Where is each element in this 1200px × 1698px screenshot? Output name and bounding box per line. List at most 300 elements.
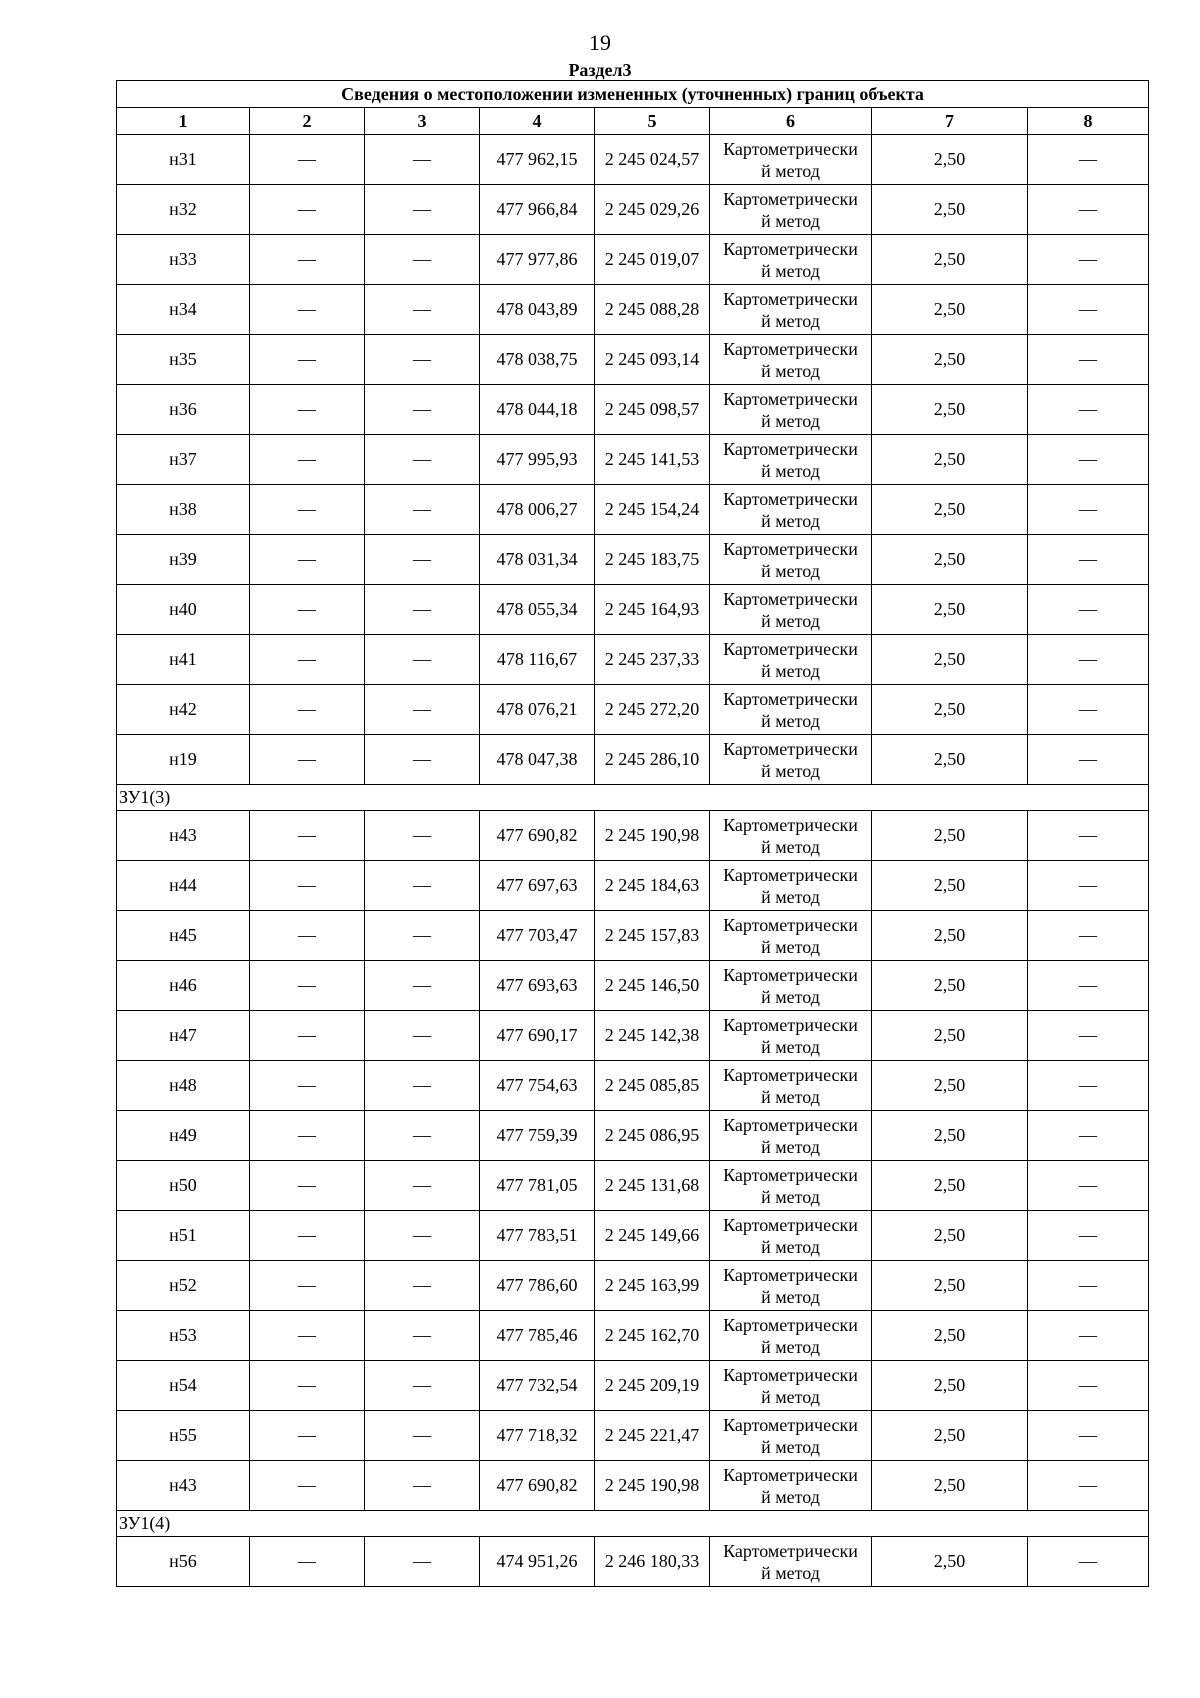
method-text-line: Картометрически [723,688,858,709]
method-cell [710,635,872,685]
col-3-cell: — [365,1311,480,1361]
col-2-cell: — [250,585,365,635]
point-number-cell: н43 [117,811,250,861]
method-text-line: й метод [761,210,820,231]
method-cell [710,1461,872,1511]
column-header: 5 [595,108,710,135]
col-8-cell: — [1028,585,1149,635]
method-text-line: Картометрически [723,1214,858,1235]
col-3-cell: — [365,385,480,435]
table-row [117,285,1149,335]
col-8-cell: — [1028,235,1149,285]
y-coordinate-cell: 2 245 093,14 [595,335,710,385]
accuracy-cell: 2,50 [872,235,1028,285]
y-coordinate-cell: 2 245 149,66 [595,1211,710,1261]
col-3-cell: — [365,1111,480,1161]
col-8-cell: — [1028,1537,1149,1587]
point-number-cell: н19 [117,735,250,785]
method-text-line: й метод [761,360,820,381]
col-2-cell: — [250,185,365,235]
x-coordinate-cell: 477 718,32 [480,1411,595,1461]
col-2-cell: — [250,435,365,485]
method-text-line: Картометрически [723,1464,858,1485]
page-number: 19 [589,30,611,55]
table-caption: Сведения о местоположении измененных (уточненных) границ объекта [117,81,1149,108]
method-text-line: Картометрически [723,738,858,759]
col-3-cell: — [365,735,480,785]
y-coordinate-cell: 2 245 146,50 [595,961,710,1011]
point-number-cell: н53 [117,1311,250,1361]
col-3-cell: — [365,911,480,961]
method-text-line: й метод [761,1236,820,1257]
method-cell [710,135,872,185]
table-row [117,1361,1149,1411]
x-coordinate-cell: 477 759,39 [480,1111,595,1161]
method-cell [710,811,872,861]
column-header: 4 [480,108,595,135]
x-coordinate-cell: 478 043,89 [480,285,595,335]
y-coordinate-cell: 2 245 286,10 [595,735,710,785]
point-number-cell: н36 [117,385,250,435]
method-text-line: й метод [761,610,820,631]
method-text-line: й метод [761,710,820,731]
method-text-line: Картометрически [723,1364,858,1385]
x-coordinate-cell: 477 690,82 [480,811,595,861]
col-2-cell: — [250,385,365,435]
col-3-cell: — [365,635,480,685]
method-text-line: Картометрически [723,438,858,459]
accuracy-cell: 2,50 [872,811,1028,861]
column-header: 2 [250,108,365,135]
col-3-cell: — [365,1361,480,1411]
column-header-row [117,108,1149,135]
table-row [117,1261,1149,1311]
col-8-cell: — [1028,435,1149,485]
col-8-cell: — [1028,1411,1149,1461]
method-cell [710,1111,872,1161]
method-cell [710,911,872,961]
y-coordinate-cell: 2 245 142,38 [595,1011,710,1061]
col-2-cell: — [250,1411,365,1461]
col-8-cell: — [1028,385,1149,435]
method-text-line: й метод [761,310,820,331]
col-8-cell: — [1028,861,1149,911]
accuracy-cell: 2,50 [872,285,1028,335]
column-header: 6 [710,108,872,135]
method-text-line: Картометрически [723,864,858,885]
method-cell [710,1537,872,1587]
method-cell [710,585,872,635]
method-text-line: й метод [761,1136,820,1157]
col-3-cell: — [365,335,480,385]
table-row [117,185,1149,235]
accuracy-cell: 2,50 [872,1537,1028,1587]
method-text-line: й метод [761,1436,820,1457]
method-text-line: й метод [761,936,820,957]
col-8-cell: — [1028,735,1149,785]
y-coordinate-cell: 2 245 272,20 [595,685,710,735]
accuracy-cell: 2,50 [872,385,1028,435]
accuracy-cell: 2,50 [872,585,1028,635]
y-coordinate-cell: 2 245 164,93 [595,585,710,635]
col-8-cell: — [1028,335,1149,385]
method-text-line: Картометрически [723,1540,858,1561]
point-number-cell: н49 [117,1111,250,1161]
method-cell [710,1011,872,1061]
accuracy-cell: 2,50 [872,1461,1028,1511]
col-3-cell: — [365,1061,480,1111]
table-row [117,1161,1149,1211]
accuracy-cell: 2,50 [872,1011,1028,1061]
method-text-line: й метод [761,836,820,857]
accuracy-cell: 2,50 [872,1311,1028,1361]
table-body [117,81,1149,1587]
method-cell [710,685,872,735]
col-8-cell: — [1028,1361,1149,1411]
col-8-cell: — [1028,685,1149,735]
col-2-cell: — [250,911,365,961]
group-row [117,1511,1149,1537]
col-2-cell: — [250,1261,365,1311]
x-coordinate-cell: 478 038,75 [480,335,595,385]
method-text-line: Картометрически [723,638,858,659]
col-3-cell: — [365,535,480,585]
x-coordinate-cell: 477 690,17 [480,1011,595,1061]
x-coordinate-cell: 478 006,27 [480,485,595,535]
point-number-cell: н47 [117,1011,250,1061]
table-row [117,585,1149,635]
col-8-cell: — [1028,285,1149,335]
table-row [117,1011,1149,1061]
method-text-line: й метод [761,460,820,481]
x-coordinate-cell: 477 785,46 [480,1311,595,1361]
accuracy-cell: 2,50 [872,1061,1028,1111]
accuracy-cell: 2,50 [872,535,1028,585]
point-number-cell: н34 [117,285,250,335]
y-coordinate-cell: 2 245 154,24 [595,485,710,535]
method-cell [710,235,872,285]
accuracy-cell: 2,50 [872,135,1028,185]
method-text-line: Картометрически [723,188,858,209]
method-text-line: Картометрически [723,1314,858,1335]
column-header: 7 [872,108,1028,135]
accuracy-cell: 2,50 [872,1161,1028,1211]
col-2-cell: — [250,685,365,735]
col-3-cell: — [365,485,480,535]
method-text-line: Картометрически [723,1414,858,1435]
col-2-cell: — [250,1111,365,1161]
method-text-line: Картометрически [723,964,858,985]
accuracy-cell: 2,50 [872,485,1028,535]
col-8-cell: — [1028,1061,1149,1111]
point-number-cell: н46 [117,961,250,1011]
y-coordinate-cell: 2 245 221,47 [595,1411,710,1461]
table-row [117,735,1149,785]
method-text-line: й метод [761,886,820,907]
x-coordinate-cell: 477 693,63 [480,961,595,1011]
col-2-cell: — [250,1311,365,1361]
table-row [117,435,1149,485]
col-3-cell: — [365,1461,480,1511]
col-3-cell: — [365,961,480,1011]
x-coordinate-cell: 477 995,93 [480,435,595,485]
y-coordinate-cell: 2 245 190,98 [595,811,710,861]
group-label: ЗУ1(4) [117,1511,1149,1537]
y-coordinate-cell: 2 245 086,95 [595,1111,710,1161]
x-coordinate-cell: 477 732,54 [480,1361,595,1411]
method-cell [710,735,872,785]
accuracy-cell: 2,50 [872,1211,1028,1261]
section-title: Раздел3 [568,60,632,80]
point-number-cell: н55 [117,1411,250,1461]
col-2-cell: — [250,735,365,785]
method-cell [710,1161,872,1211]
col-8-cell: — [1028,1461,1149,1511]
col-8-cell: — [1028,635,1149,685]
x-coordinate-cell: 477 966,84 [480,185,595,235]
method-text-line: й метод [761,510,820,531]
point-number-cell: н37 [117,435,250,485]
table-row [117,1537,1149,1587]
method-cell [710,335,872,385]
col-2-cell: — [250,485,365,535]
point-number-cell: н45 [117,911,250,961]
col-3-cell: — [365,811,480,861]
method-text-line: Картометрически [723,814,858,835]
method-text-line: Картометрически [723,238,858,259]
method-cell [710,961,872,1011]
y-coordinate-cell: 2 245 141,53 [595,435,710,485]
col-2-cell: — [250,811,365,861]
method-cell [710,435,872,485]
method-text-line: Картометрически [723,1014,858,1035]
method-cell [710,1211,872,1261]
col-3-cell: — [365,135,480,185]
table-row [117,535,1149,585]
x-coordinate-cell: 477 977,86 [480,235,595,285]
x-coordinate-cell: 474 951,26 [480,1537,595,1587]
x-coordinate-cell: 478 047,38 [480,735,595,785]
method-cell [710,385,872,435]
point-number-cell: н38 [117,485,250,535]
table-row [117,135,1149,185]
method-text-line: й метод [761,1036,820,1057]
col-2-cell: — [250,1011,365,1061]
x-coordinate-cell: 478 055,34 [480,585,595,635]
col-8-cell: — [1028,911,1149,961]
method-text-line: й метод [761,1486,820,1507]
col-8-cell: — [1028,1261,1149,1311]
col-3-cell: — [365,1261,480,1311]
point-number-cell: н44 [117,861,250,911]
point-number-cell: н48 [117,1061,250,1111]
method-text-line: Картометрически [723,538,858,559]
col-8-cell: — [1028,185,1149,235]
x-coordinate-cell: 477 690,82 [480,1461,595,1511]
point-number-cell: н39 [117,535,250,585]
method-text-line: й метод [761,1562,820,1583]
x-coordinate-cell: 477 962,15 [480,135,595,185]
col-2-cell: — [250,135,365,185]
method-cell [710,861,872,911]
accuracy-cell: 2,50 [872,961,1028,1011]
column-header: 3 [365,108,480,135]
col-2-cell: — [250,335,365,385]
point-number-cell: н54 [117,1361,250,1411]
method-text-line: й метод [761,1336,820,1357]
y-coordinate-cell: 2 245 098,57 [595,385,710,435]
col-2-cell: — [250,535,365,585]
method-cell [710,1061,872,1111]
method-text-line: Картометрически [723,338,858,359]
table-row [117,235,1149,285]
accuracy-cell: 2,50 [872,185,1028,235]
method-text-line: й метод [761,760,820,781]
table-row [117,811,1149,861]
x-coordinate-cell: 477 781,05 [480,1161,595,1211]
method-text-line: й метод [761,1086,820,1107]
y-coordinate-cell: 2 245 085,85 [595,1061,710,1111]
col-8-cell: — [1028,1161,1149,1211]
col-3-cell: — [365,685,480,735]
y-coordinate-cell: 2 245 190,98 [595,1461,710,1511]
table-caption-row [117,81,1149,108]
col-3-cell: — [365,585,480,635]
y-coordinate-cell: 2 245 184,63 [595,861,710,911]
method-text-line: Картометрически [723,1264,858,1285]
col-8-cell: — [1028,961,1149,1011]
method-cell [710,1261,872,1311]
group-row [117,785,1149,811]
method-text-line: Картометрически [723,914,858,935]
method-text-line: й метод [761,260,820,281]
table-row [117,961,1149,1011]
table-row [117,635,1149,685]
col-3-cell: — [365,435,480,485]
y-coordinate-cell: 2 245 024,57 [595,135,710,185]
table-row [117,1311,1149,1361]
col-2-cell: — [250,285,365,335]
point-number-cell: н41 [117,635,250,685]
method-text-line: й метод [761,986,820,1007]
col-2-cell: — [250,235,365,285]
method-cell [710,185,872,235]
col-8-cell: — [1028,1211,1149,1261]
method-text-line: Картометрически [723,488,858,509]
y-coordinate-cell: 2 245 163,99 [595,1261,710,1311]
accuracy-cell: 2,50 [872,1361,1028,1411]
x-coordinate-cell: 477 783,51 [480,1211,595,1261]
table-row [117,1411,1149,1461]
point-number-cell: н33 [117,235,250,285]
x-coordinate-cell: 477 754,63 [480,1061,595,1111]
col-3-cell: — [365,1411,480,1461]
col-3-cell: — [365,285,480,335]
col-3-cell: — [365,1211,480,1261]
point-number-cell: н42 [117,685,250,735]
method-text-line: й метод [761,410,820,431]
col-2-cell: — [250,961,365,1011]
x-coordinate-cell: 478 044,18 [480,385,595,435]
col-3-cell: — [365,1161,480,1211]
accuracy-cell: 2,50 [872,1261,1028,1311]
y-coordinate-cell: 2 245 019,07 [595,235,710,285]
col-3-cell: — [365,1537,480,1587]
table-row [117,335,1149,385]
table-row [117,1061,1149,1111]
col-2-cell: — [250,1361,365,1411]
col-2-cell: — [250,1537,365,1587]
boundary-coordinates-table [116,80,1149,1587]
method-cell [710,485,872,535]
accuracy-cell: 2,50 [872,685,1028,735]
point-number-cell: н43 [117,1461,250,1511]
point-number-cell: н52 [117,1261,250,1311]
col-8-cell: — [1028,1111,1149,1161]
method-text-line: Картометрически [723,1164,858,1185]
point-number-cell: н31 [117,135,250,185]
accuracy-cell: 2,50 [872,1411,1028,1461]
accuracy-cell: 2,50 [872,911,1028,961]
accuracy-cell: 2,50 [872,435,1028,485]
col-3-cell: — [365,861,480,911]
col-8-cell: — [1028,535,1149,585]
table-row [117,861,1149,911]
point-number-cell: н50 [117,1161,250,1211]
y-coordinate-cell: 2 245 029,26 [595,185,710,235]
method-text-line: й метод [761,160,820,181]
accuracy-cell: 2,50 [872,1111,1028,1161]
point-number-cell: н40 [117,585,250,635]
table-row [117,685,1149,735]
col-3-cell: — [365,185,480,235]
y-coordinate-cell: 2 245 157,83 [595,911,710,961]
x-coordinate-cell: 477 703,47 [480,911,595,961]
col-2-cell: — [250,1461,365,1511]
col-3-cell: — [365,235,480,285]
col-2-cell: — [250,1211,365,1261]
method-text-line: Картометрически [723,138,858,159]
point-number-cell: н51 [117,1211,250,1261]
point-number-cell: н56 [117,1537,250,1587]
col-8-cell: — [1028,811,1149,861]
y-coordinate-cell: 2 245 209,19 [595,1361,710,1411]
point-number-cell: н35 [117,335,250,385]
y-coordinate-cell: 2 245 131,68 [595,1161,710,1211]
method-cell [710,1311,872,1361]
x-coordinate-cell: 478 116,67 [480,635,595,685]
col-8-cell: — [1028,1311,1149,1361]
col-2-cell: — [250,1061,365,1111]
accuracy-cell: 2,50 [872,861,1028,911]
table-row [117,1111,1149,1161]
method-cell [710,285,872,335]
method-text-line: й метод [761,560,820,581]
table-row [117,385,1149,435]
method-text-line: Картометрически [723,388,858,409]
col-8-cell: — [1028,1011,1149,1061]
table-row [117,1461,1149,1511]
col-8-cell: — [1028,485,1149,535]
col-2-cell: — [250,635,365,685]
x-coordinate-cell: 478 076,21 [480,685,595,735]
accuracy-cell: 2,50 [872,335,1028,385]
accuracy-cell: 2,50 [872,635,1028,685]
column-header: 8 [1028,108,1149,135]
x-coordinate-cell: 477 697,63 [480,861,595,911]
x-coordinate-cell: 478 031,34 [480,535,595,585]
group-label: ЗУ1(3) [117,785,1149,811]
